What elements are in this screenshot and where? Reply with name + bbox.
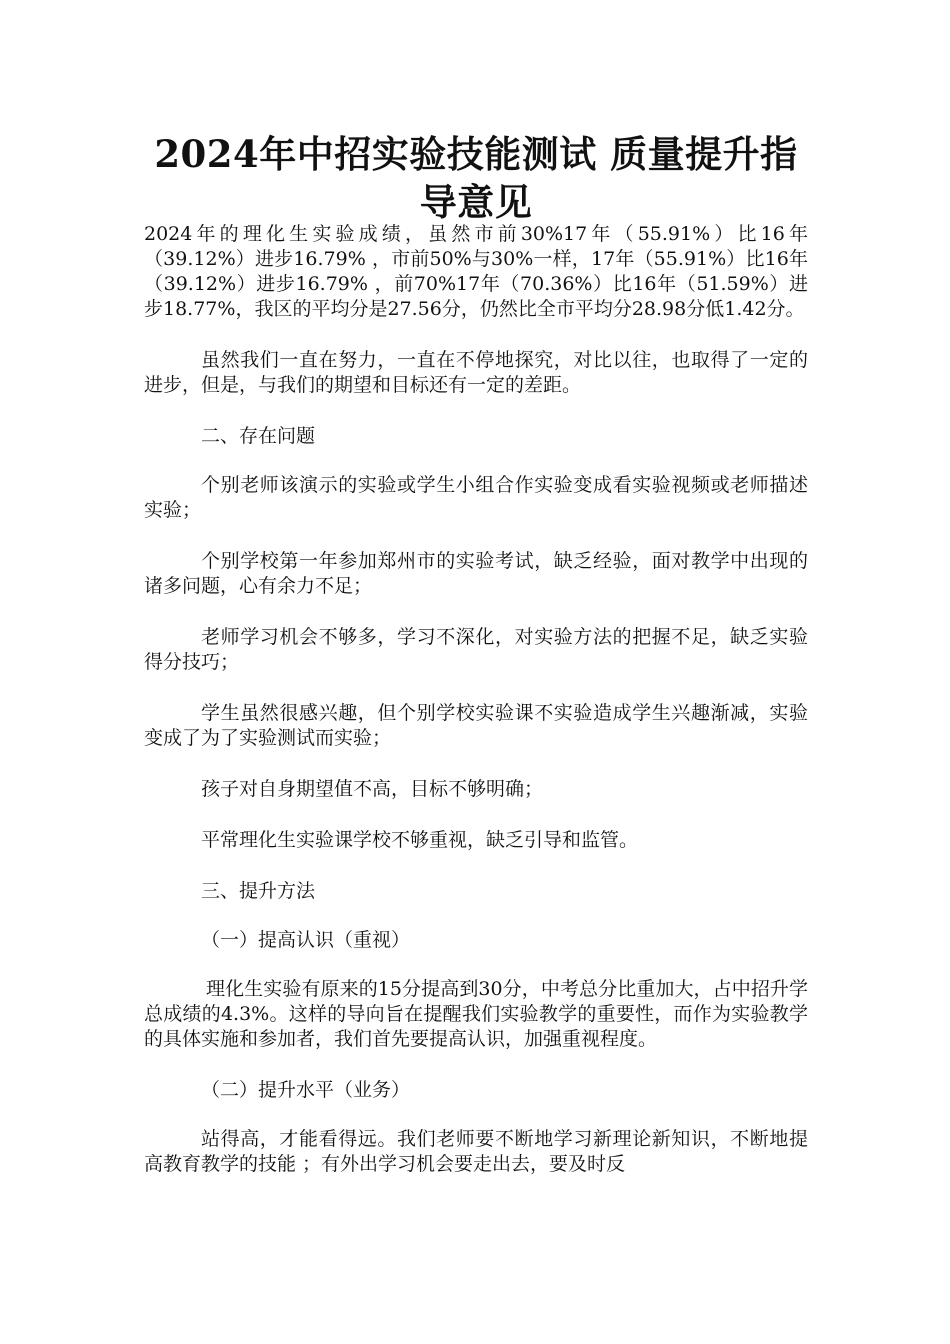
document-title	[144, 130, 808, 226]
subheading-awareness: （一）提高认识（重视）	[201, 929, 411, 951]
paragraph-problem-1: 个别老师该演示的实验或学生小组合作实验变成看实验视频或老师描述实验；	[144, 474, 808, 521]
section-heading-methods: 三、提升方法	[201, 880, 316, 902]
document-page	[144, 130, 808, 1203]
section-heading-problems: 二、存在问题	[201, 425, 316, 447]
title-line-1: 2024年中招实验技能测试 质量提升指	[154, 132, 798, 176]
paragraph-problem-3: 老师学习机会不够多，学习不深化，对实验方法的把握不足，缺乏实验得分技巧；	[144, 626, 808, 673]
paragraph-problem-2: 个别学校第一年参加郑州市的实验考试，缺乏经验，面对教学中出现的诸多问题，心有余力不足；	[144, 550, 808, 597]
subheading-skills: （二）提升水平（业务）	[201, 1079, 411, 1101]
paragraph-problem-5: 孩子对自身期望值不高，目标不够明确；	[201, 778, 544, 800]
title-line-2: 导意见	[419, 180, 533, 224]
paragraph-results: 2024年的理化生实验成绩，虽然市前30%17年（55.91%）比16年（39.12%）进步16.79% ，市前50%与30%一样，17年（55.91%）比16年（39.12%）进步16.79% ，前70%17年（70.36%）比16年（51.59%）进步18.77%，我区的平均分是27.56分，仍然比全市平均分28.98分低1.42分。	[144, 223, 808, 320]
paragraph-problem-6: 平常理化生实验课学校不够重视，缺乏引导和监管。	[201, 829, 639, 851]
paragraph-awareness: 理化生实验有原来的15分提高到30分，中考总分比重加大，占中招升学总成绩的4.3%。这样的导向旨在提醒我们实验教学的重要性，而作为实验教学的具体实施和参加者，我们首先要提高认识，加强重视程度。	[144, 978, 808, 1050]
paragraph-skills: 站得高，才能看得远。我们老师要不断地学习新理论新知识，不断地提高教育教学的技能 ；有外出学习机会要走出去，要及时反	[144, 1128, 808, 1175]
paragraph-problem-4: 学生虽然很感兴趣，但个别学校实验课不实验造成学生兴趣渐减，实验变成了为了实验测试而实验；	[144, 702, 808, 749]
paragraph-progress: 虽然我们一直在努力，一直在不停地探究，对比以往，也取得了一定的进步，但是，与我们的期望和目标还有一定的差距。	[144, 349, 808, 396]
